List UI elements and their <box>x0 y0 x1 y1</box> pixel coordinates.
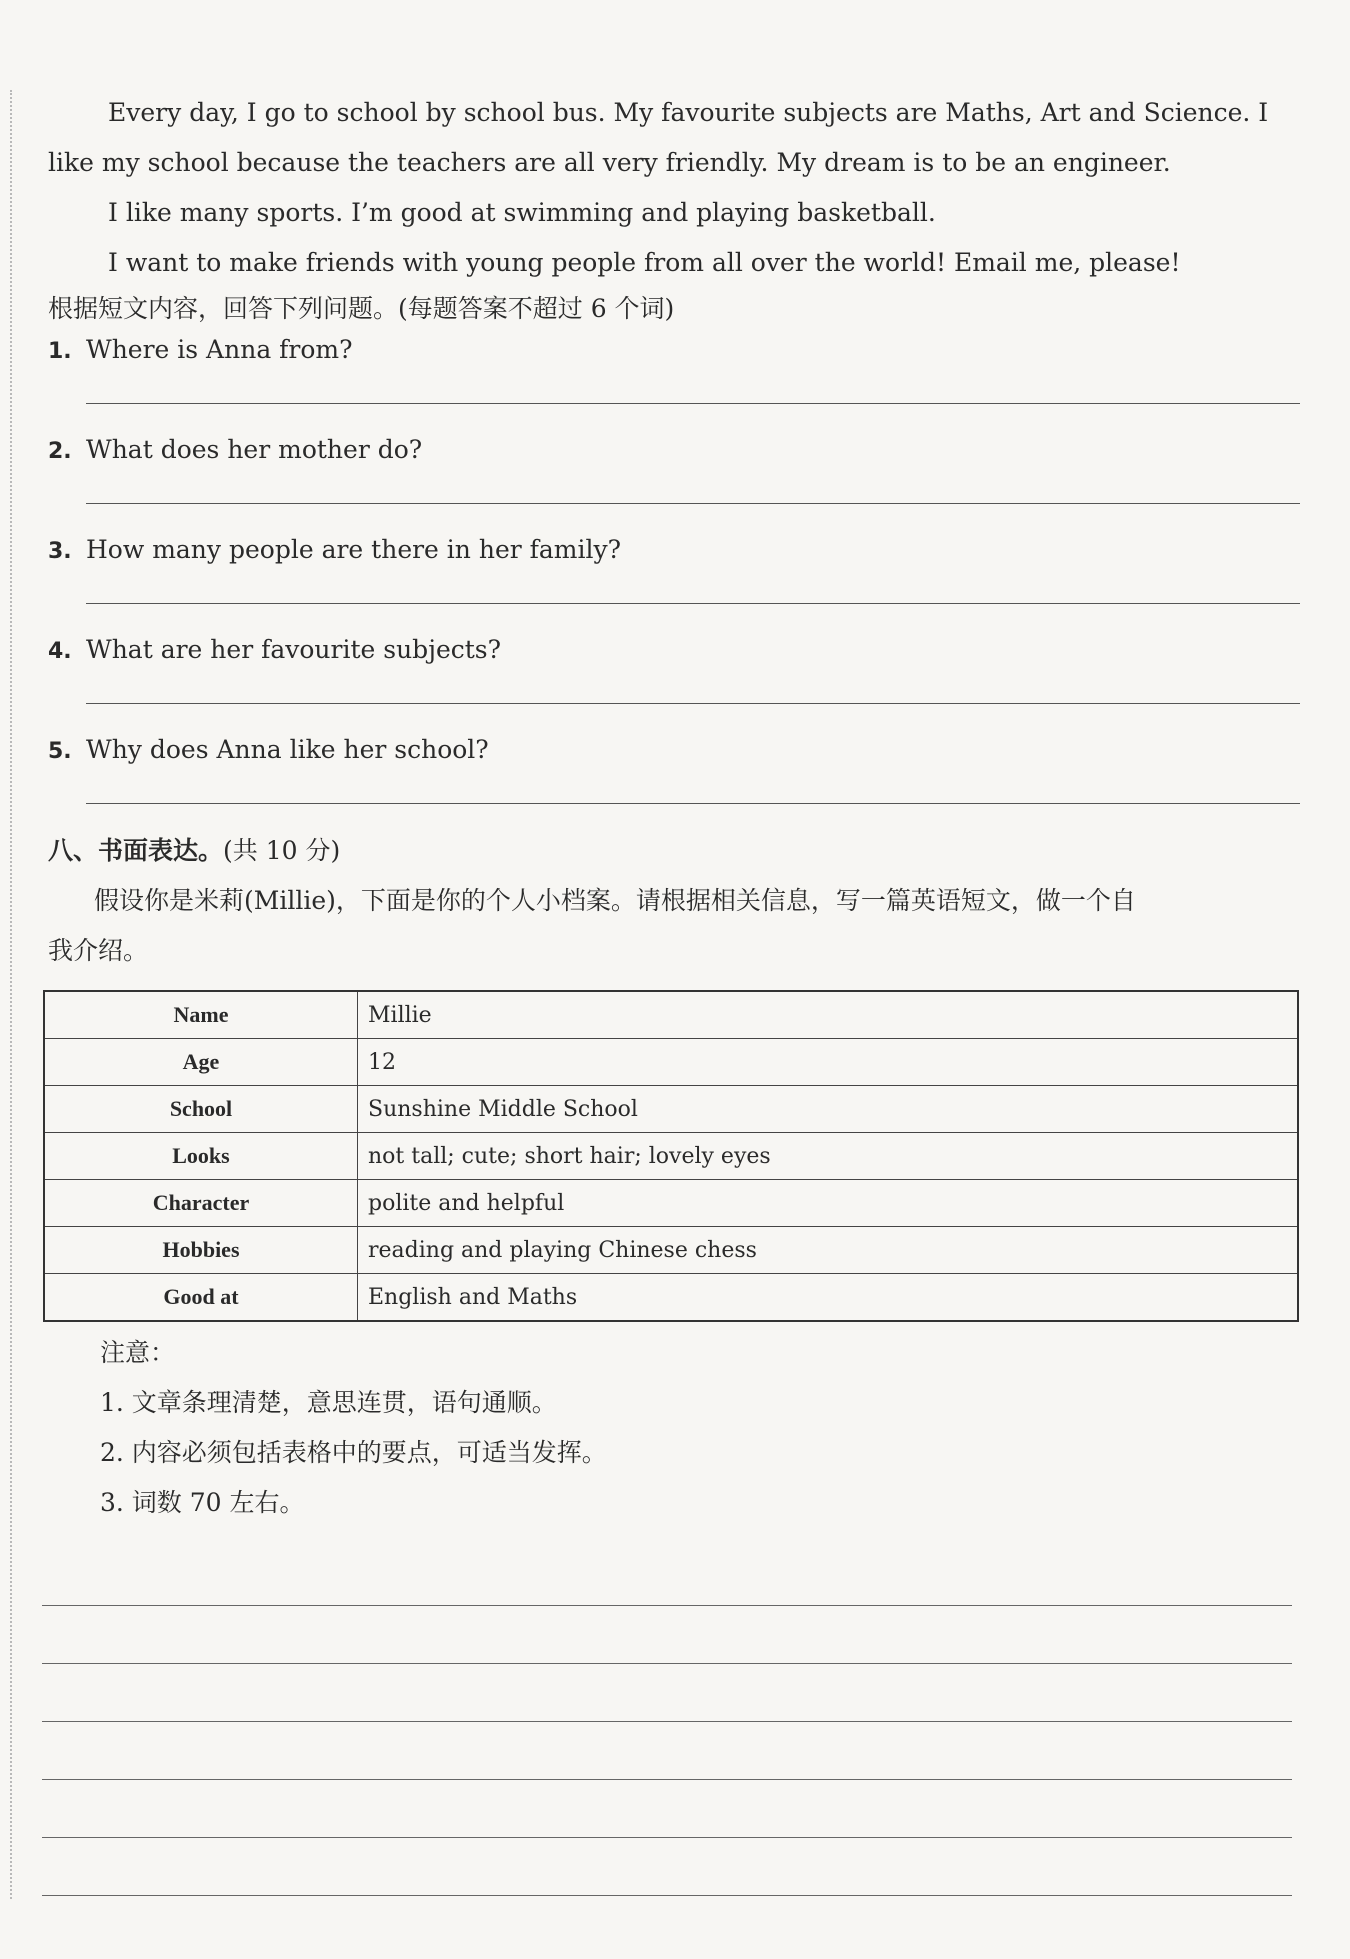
question-item <box>48 530 1310 630</box>
table-row <box>44 1039 1298 1086</box>
note-item: 1. 文章条理清楚，意思连贯，语句通顺。 <box>100 1388 557 1417</box>
question-text: Where is Anna from? <box>86 335 353 364</box>
table-key: Character <box>44 1180 358 1227</box>
table-key: Name <box>44 991 358 1039</box>
writing-line[interactable] <box>42 1722 1292 1780</box>
answer-line[interactable] <box>86 602 1300 604</box>
question-text: What does her mother do? <box>86 435 423 464</box>
writing-line[interactable] <box>42 1606 1292 1664</box>
profile-table <box>43 990 1299 1322</box>
table-value: reading and playing Chinese chess <box>358 1227 1299 1274</box>
section-title <box>48 826 1310 876</box>
table-row <box>44 1274 1298 1322</box>
answer-line[interactable] <box>86 702 1300 704</box>
answer-line[interactable] <box>86 402 1300 404</box>
writing-prompt-line: 我介绍。 <box>48 936 149 965</box>
question-text: Why does Anna like her school? <box>86 735 489 764</box>
question-item <box>48 330 1310 430</box>
question-item <box>48 730 1310 826</box>
table-key: Hobbies <box>44 1227 358 1274</box>
answer-line[interactable] <box>86 502 1300 504</box>
question-text: What are her favourite subjects? <box>86 635 502 664</box>
answer-line[interactable] <box>86 802 1300 804</box>
questions-instruction: 根据短文内容，回答下列问题。(每题答案不超过 6 个词) <box>48 294 675 323</box>
writing-area[interactable] <box>48 1548 1310 1896</box>
table-value: polite and helpful <box>358 1180 1299 1227</box>
worksheet-page <box>48 88 1310 1896</box>
table-row <box>44 1180 1298 1227</box>
table-row <box>44 1227 1298 1274</box>
table-value: Sunshine Middle School <box>358 1086 1299 1133</box>
question-number: 4. <box>48 639 72 664</box>
section-points: (共 10 分) <box>223 836 341 865</box>
passage-line: like my school because the teachers are all very friendly. My dream is to be an engineer. <box>48 148 1171 177</box>
table-value: Millie <box>358 991 1299 1039</box>
question-item <box>48 430 1310 530</box>
reading-passage <box>48 88 1310 288</box>
question-text: How many people are there in her family? <box>86 535 622 564</box>
table-row <box>44 1133 1298 1180</box>
binding-margin-dotted-line <box>10 90 12 1899</box>
passage-line: I like many sports. I’m good at swimming and playing basketball. <box>108 198 936 227</box>
table-key: Age <box>44 1039 358 1086</box>
passage-line: Every day, I go to school by school bus. My favourite subjects are Maths, Art and Science. I <box>108 98 1269 127</box>
passage-line: I want to make friends with young people from all over the world! Email me, please! <box>108 248 1181 277</box>
question-number: 3. <box>48 539 72 564</box>
notes-title: 注意： <box>100 1338 176 1367</box>
section-title-text: 八、书面表达。 <box>48 836 224 865</box>
question-item <box>48 630 1310 730</box>
table-row <box>44 1086 1298 1133</box>
writing-line[interactable] <box>42 1548 1292 1606</box>
note-item: 2. 内容必须包括表格中的要点，可适当发挥。 <box>100 1438 607 1467</box>
table-row <box>44 991 1298 1039</box>
writing-prompt-line: 假设你是米莉(Millie)，下面是你的个人小档案。请根据相关信息，写一篇英语短文，做一个自 <box>94 886 1136 915</box>
table-value: 12 <box>358 1039 1299 1086</box>
question-list <box>48 330 1310 826</box>
table-key: Good at <box>44 1274 358 1322</box>
note-item: 3. 词数 70 左右。 <box>100 1488 305 1517</box>
question-number: 5. <box>48 739 72 764</box>
writing-line[interactable] <box>42 1838 1292 1896</box>
question-number: 2. <box>48 439 72 464</box>
writing-line[interactable] <box>42 1664 1292 1722</box>
table-value: not tall; cute; short hair; lovely eyes <box>358 1133 1299 1180</box>
table-key: Looks <box>44 1133 358 1180</box>
table-value: English and Maths <box>358 1274 1299 1322</box>
writing-line[interactable] <box>42 1780 1292 1838</box>
writing-notes <box>48 1328 1310 1528</box>
table-key: School <box>44 1086 358 1133</box>
question-number: 1. <box>48 339 72 364</box>
